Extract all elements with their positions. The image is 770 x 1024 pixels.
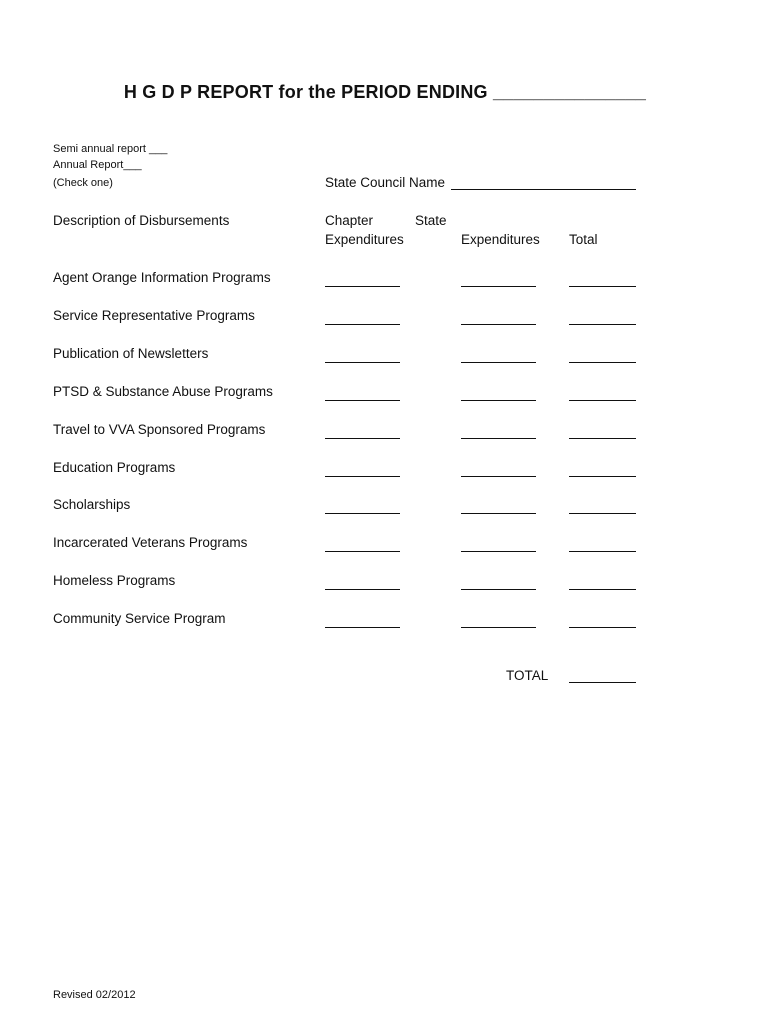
chapter-amount-field[interactable] bbox=[325, 362, 400, 363]
table-row bbox=[0, 497, 770, 517]
row-label: Incarcerated Veterans Programs bbox=[53, 535, 248, 550]
check-one-note: (Check one) bbox=[53, 177, 113, 189]
total-amount-field[interactable] bbox=[569, 362, 636, 363]
chapter-amount-field[interactable] bbox=[325, 324, 400, 325]
state-header: State bbox=[415, 213, 447, 228]
state-amount-field[interactable] bbox=[461, 400, 536, 401]
row-label: Agent Orange Information Programs bbox=[53, 270, 271, 285]
revision-note: Revised 02/2012 bbox=[53, 989, 136, 1001]
total-amount-field[interactable] bbox=[569, 286, 636, 287]
state-amount-field[interactable] bbox=[461, 438, 536, 439]
table-row bbox=[0, 384, 770, 404]
chapter-amount-field[interactable] bbox=[325, 551, 400, 552]
total-amount-field[interactable] bbox=[569, 513, 636, 514]
chapter-amount-field[interactable] bbox=[325, 400, 400, 401]
state-expenditures-header: Expenditures bbox=[461, 232, 540, 247]
chapter-amount-field[interactable] bbox=[325, 476, 400, 477]
row-label: Travel to VVA Sponsored Programs bbox=[53, 422, 266, 437]
state-amount-field[interactable] bbox=[461, 362, 536, 363]
total-header: Total bbox=[569, 232, 598, 247]
total-amount-field[interactable] bbox=[569, 438, 636, 439]
total-amount-field[interactable] bbox=[569, 551, 636, 552]
total-amount-field[interactable] bbox=[569, 627, 636, 628]
total-amount-field[interactable] bbox=[569, 589, 636, 590]
state-amount-field[interactable] bbox=[461, 589, 536, 590]
state-amount-field[interactable] bbox=[461, 324, 536, 325]
total-amount-field[interactable] bbox=[569, 476, 636, 477]
table-row bbox=[0, 535, 770, 555]
chapter-header: Chapter bbox=[325, 213, 374, 228]
semi-annual-report-option[interactable]: Semi annual report ___ bbox=[53, 143, 168, 155]
total-amount-field[interactable] bbox=[569, 324, 636, 325]
chapter-amount-field[interactable] bbox=[325, 513, 400, 514]
table-row bbox=[0, 270, 770, 290]
state-council-name-label: State Council Name bbox=[325, 175, 446, 190]
table-row bbox=[0, 422, 770, 442]
state-amount-field[interactable] bbox=[461, 551, 536, 552]
row-label: Community Service Program bbox=[53, 611, 226, 626]
description-header: Description of Disbursements bbox=[53, 213, 230, 228]
table-row bbox=[0, 308, 770, 328]
total-amount-field[interactable] bbox=[569, 400, 636, 401]
table-row bbox=[0, 573, 770, 593]
annual-report-option[interactable]: Annual Report___ bbox=[53, 159, 142, 171]
row-label: Homeless Programs bbox=[53, 573, 176, 588]
chapter-amount-field[interactable] bbox=[325, 286, 400, 287]
state-council-name-field[interactable] bbox=[451, 189, 636, 190]
row-label: Education Programs bbox=[53, 460, 176, 475]
report-title: H G D P REPORT for the PERIOD ENDING _______________ bbox=[123, 82, 647, 102]
table-row bbox=[0, 460, 770, 480]
table-row bbox=[0, 611, 770, 631]
chapter-expenditures-header: Expenditures bbox=[325, 232, 404, 247]
state-amount-field[interactable] bbox=[461, 513, 536, 514]
chapter-amount-field[interactable] bbox=[325, 438, 400, 439]
state-amount-field[interactable] bbox=[461, 476, 536, 477]
row-label: Service Representative Programs bbox=[53, 308, 255, 323]
state-amount-field[interactable] bbox=[461, 627, 536, 628]
grand-total-field[interactable] bbox=[569, 682, 636, 683]
state-amount-field[interactable] bbox=[461, 286, 536, 287]
row-label: Scholarships bbox=[53, 497, 131, 512]
chapter-amount-field[interactable] bbox=[325, 627, 400, 628]
table-row bbox=[0, 346, 770, 366]
row-label: Publication of Newsletters bbox=[53, 346, 209, 361]
grand-total-label: TOTAL bbox=[506, 668, 549, 683]
chapter-amount-field[interactable] bbox=[325, 589, 400, 590]
row-label: PTSD & Substance Abuse Programs bbox=[53, 384, 273, 399]
